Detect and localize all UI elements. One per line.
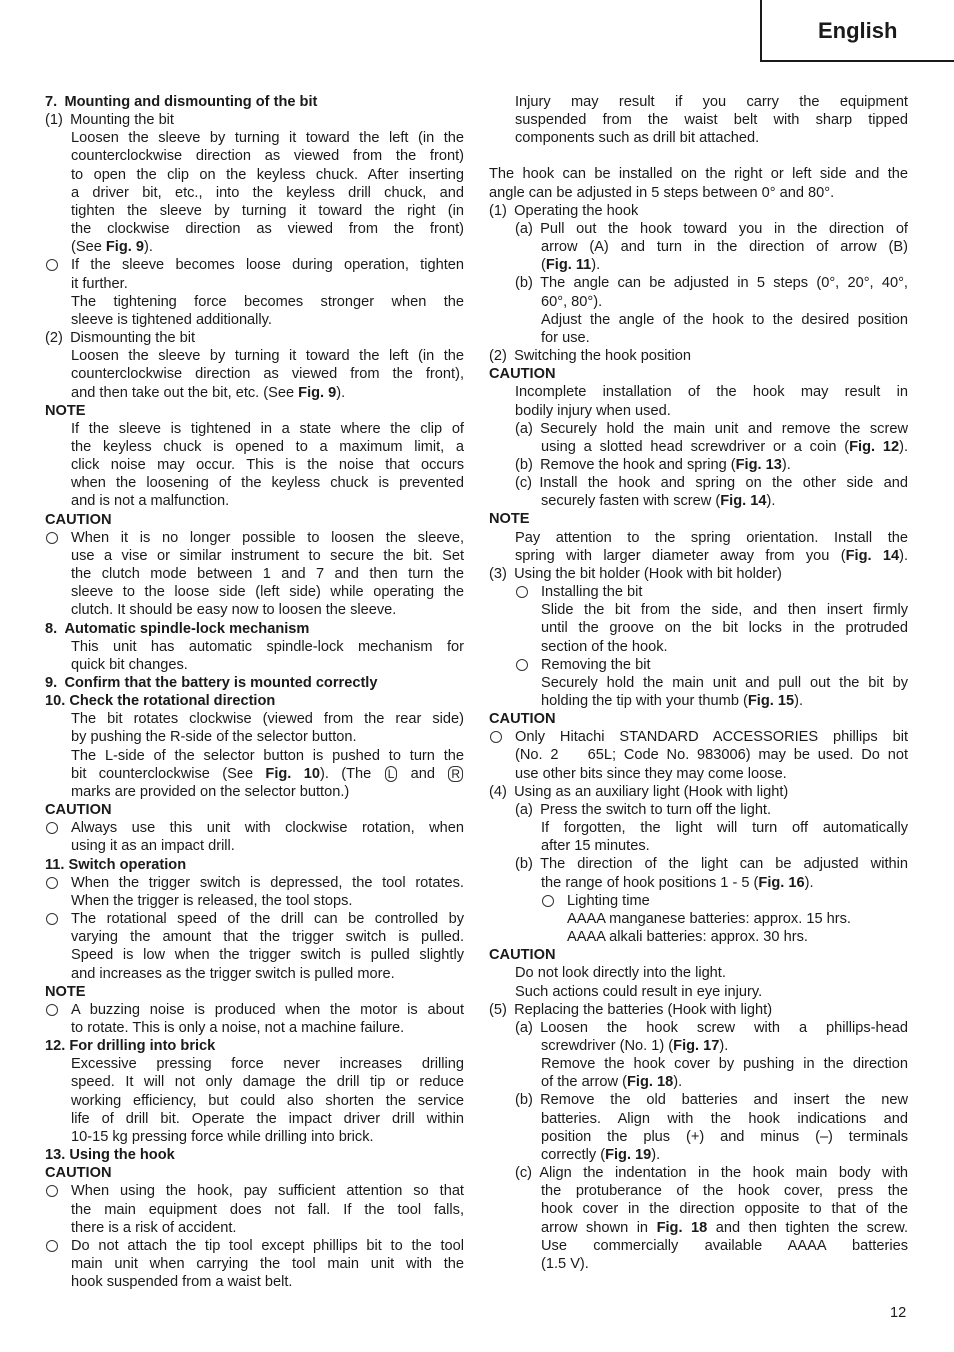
text-line: (b) The direction of the light can be adjusted within bbox=[515, 856, 908, 873]
text-line: Excessive pressing force never increases drilling bbox=[71, 1056, 464, 1073]
text-line: bodily injury when used. bbox=[515, 402, 671, 419]
switching-caution bbox=[489, 383, 908, 419]
text-line: the keyless chuck is opened to a maximum limit, a bbox=[71, 438, 464, 455]
text-line: suspended from the waist belt with sharp tipped bbox=[515, 112, 908, 129]
note-text bbox=[45, 420, 464, 511]
figure-ref: Fig. 16 bbox=[758, 874, 805, 891]
left-column bbox=[45, 93, 464, 1291]
bullet-circle-icon bbox=[516, 659, 528, 671]
text-line: angle can be adjusted in 5 steps between 0° and 80°. bbox=[489, 184, 835, 201]
section-12-title: 12. For drilling into brick bbox=[45, 1038, 216, 1055]
text-line: using a slotted head screwdriver or a coin (Fig. 12). bbox=[541, 438, 908, 455]
section-7-2-text bbox=[45, 347, 464, 401]
text-line: If the sleeve becomes loose during operation, tighten bbox=[71, 257, 464, 274]
text-line: 60°, 80°). bbox=[541, 293, 603, 310]
text-line: sleeve to the loose side (left side) while operating the bbox=[71, 584, 464, 601]
text-line: working efficiency, but could also shorten the service bbox=[71, 1092, 464, 1109]
text-line: marks are provided on the selector button.) bbox=[71, 783, 350, 800]
text-line: A buzzing noise is produced when the motor is about bbox=[71, 1001, 464, 1018]
text-line: The L-side of the selector button is pushed to turn the bbox=[71, 747, 464, 764]
text-line: securely fasten with screw (Fig. 14). bbox=[541, 493, 776, 510]
text-line: Loosen the sleeve by turning it toward the left (in the bbox=[71, 348, 464, 365]
text-line: of the arrow (Fig. 18). bbox=[541, 1074, 683, 1091]
caution-label: CAUTION bbox=[489, 366, 556, 383]
text-line: Slide the bit from the side, and then insert firmly bbox=[541, 602, 908, 619]
text-line: (b) Remove the old batteries and insert the new bbox=[515, 1092, 908, 1109]
bullet-circle-icon bbox=[46, 1185, 58, 1197]
switching-a bbox=[489, 420, 908, 456]
text-line: (a) Pull out the hook toward you in the direction of bbox=[515, 220, 908, 237]
bullet-item bbox=[489, 892, 908, 946]
text-line: (b) The angle can be adjusted in 5 steps (0°, 20°, 40°, bbox=[515, 275, 908, 292]
text-line: to open the clip on the keyless chuck. After inserting bbox=[71, 166, 464, 183]
operating-hook-heading: (1) Operating the hook bbox=[489, 202, 639, 219]
right-column bbox=[489, 93, 908, 1273]
text-line: clutch. It should be easy now to loosen the sleeve. bbox=[71, 602, 397, 619]
bullet-circle-icon bbox=[542, 895, 554, 907]
operating-hook-a bbox=[489, 220, 908, 274]
section-10-title: 10. Check the rotational direction bbox=[45, 693, 276, 710]
text-line: and then take out the bit, etc. (See Fig. 9). bbox=[71, 384, 346, 401]
text-line: sleeve is tightened additionally. bbox=[71, 311, 272, 328]
figure-ref: Fig. 9 bbox=[105, 239, 144, 256]
text-line: varying the amount that the trigger switch is pulled. bbox=[71, 929, 464, 946]
text-line: Use commercially available AAAA batteries bbox=[541, 1237, 908, 1254]
figure-ref: Fig. 18 bbox=[656, 1219, 708, 1236]
section-7-1-text bbox=[45, 129, 464, 256]
text-line: (a) Press the switch to turn off the light. bbox=[515, 801, 772, 818]
text-line: holding the tip with your thumb (Fig. 15). bbox=[541, 693, 804, 709]
text-line: (a) Loosen the hook screw with a phillips-head bbox=[515, 1019, 908, 1036]
figure-ref: Fig. 12 bbox=[849, 438, 900, 455]
text-line: arrow shown in Fig. 18 and then tighten the screw. bbox=[541, 1219, 908, 1236]
switching-note bbox=[489, 529, 908, 565]
text-line: Do not look directly into the light. bbox=[515, 965, 726, 982]
bullet-item bbox=[45, 1001, 464, 1037]
text-line: Incomplete installation of the hook may result in bbox=[515, 384, 908, 401]
note-label: NOTE bbox=[45, 402, 86, 419]
text-line: when the loosening of the keyless chuck is prevented bbox=[71, 475, 464, 492]
text-line: (1.5 V). bbox=[541, 1255, 589, 1272]
text-line: Remove the hook cover by pushing in the direction bbox=[541, 1056, 908, 1073]
section-8-text bbox=[45, 638, 464, 674]
text-line: and increases as the trigger switch is pulled more. bbox=[71, 965, 395, 982]
page-number: 12 bbox=[890, 1305, 907, 1321]
section-11-title: 11. Switch operation bbox=[45, 856, 187, 873]
aux-light-heading: (4) Using as an auxiliary light (Hook with light) bbox=[489, 783, 789, 800]
text-line: Always use this unit with clockwise rotation, when bbox=[71, 820, 464, 837]
text-line: (c) Align the indentation in the hook main body with bbox=[515, 1165, 908, 1182]
text-line: Securely hold the main unit and pull out the bit by bbox=[541, 674, 908, 691]
text-line: quick bit changes. bbox=[71, 656, 188, 673]
text-line: screwdriver (No. 1) (Fig. 17). bbox=[541, 1037, 729, 1054]
section-10-text bbox=[45, 710, 464, 801]
text-line: after 15 minutes. bbox=[541, 838, 650, 855]
bullet-circle-icon bbox=[46, 822, 58, 834]
section-7-2-heading: (2) Dismounting the bit bbox=[45, 330, 196, 347]
bullet-item bbox=[489, 728, 908, 782]
text-line: using it as an impact drill. bbox=[71, 838, 235, 855]
aux-caution bbox=[489, 964, 908, 1000]
bullet-item bbox=[45, 874, 464, 910]
hook-intro bbox=[489, 165, 908, 201]
text-line: the clockwise direction as viewed from the front) bbox=[71, 221, 464, 238]
text-line: If forgotten, the light will turn off automatically bbox=[541, 820, 908, 837]
text-line: life of drill bit. Operate the impact driver drill within bbox=[71, 1110, 464, 1127]
bullet-item bbox=[45, 529, 464, 620]
figure-ref: Fig. 19 bbox=[605, 1146, 652, 1163]
bullet-item bbox=[45, 1182, 464, 1236]
text-line: for use. bbox=[541, 329, 590, 346]
section-13-title: 13. Using the hook bbox=[45, 1147, 175, 1164]
text-line: click noise may occur. This is the noise that occurs bbox=[71, 457, 464, 474]
text-line: to rotate. This is only a noise, not a machine failure. bbox=[71, 1019, 405, 1036]
text-line: 10-15 kg pressing force while drilling into brick. bbox=[71, 1128, 374, 1145]
text-line: AAAA alkali batteries: approx. 30 hrs. bbox=[567, 929, 808, 946]
section-12-text bbox=[45, 1055, 464, 1146]
text-line: section of the hook. bbox=[541, 638, 668, 655]
bullet-circle-icon bbox=[46, 1004, 58, 1016]
text-line: (b) Remove the hook and spring (Fig. 13). bbox=[515, 456, 791, 473]
text-line: correctly (Fig. 19). bbox=[541, 1146, 661, 1163]
caution-label: CAUTION bbox=[489, 947, 556, 964]
figure-ref: Fig. 11 bbox=[545, 257, 592, 274]
caution-label: CAUTION bbox=[489, 711, 556, 728]
rep-c bbox=[489, 1164, 908, 1273]
text-line: When the trigger is released, the tool stops. bbox=[71, 892, 353, 909]
section-9-title: 9. Confirm that the battery is mounted correctly bbox=[45, 675, 378, 691]
text-line: When using the hook, pay sufficient attention so that bbox=[71, 1183, 464, 1200]
text-line: Do not attach the tip tool except phillips bit to the tool bbox=[71, 1237, 464, 1254]
aux-a bbox=[489, 801, 908, 855]
text-line: hook cover in the direction opposite to that of the bbox=[541, 1201, 908, 1218]
bullet-circle-icon bbox=[46, 913, 58, 925]
text-line: counterclockwise direction as viewed from the front), bbox=[71, 366, 464, 383]
text-line: When it is no longer possible to loosen the sleeve, bbox=[71, 529, 464, 546]
rep-b bbox=[489, 1091, 908, 1164]
text-line: speed. It will not only damage the drill tip or reduce bbox=[71, 1074, 464, 1091]
text-line: the main equipment does not fall. If the tool falls, bbox=[71, 1201, 464, 1218]
switching-c bbox=[489, 474, 908, 510]
rep-a bbox=[489, 1019, 908, 1092]
text-line: (See Fig. 9). bbox=[71, 239, 153, 256]
text-line: by pushing the R-side of the selector button. bbox=[71, 729, 357, 746]
injury-text bbox=[489, 93, 908, 147]
text-line: (a) Securely hold the main unit and remove the screw bbox=[515, 420, 908, 437]
text-line: the range of hook positions 1 - 5 (Fig. 16). bbox=[541, 874, 814, 891]
figure-ref: Fig. 13 bbox=[735, 456, 782, 473]
text-line: components such as drill bit attached. bbox=[515, 130, 760, 147]
figure-ref: Fig. 18 bbox=[626, 1074, 674, 1091]
language-tab bbox=[760, 0, 954, 62]
text-line: a driver bit, etc., into the keyless drill chuck, and bbox=[71, 184, 464, 201]
text-line: hook suspended from a waist belt. bbox=[71, 1274, 293, 1291]
text-line: If the sleeve is tightened in a state where the clip of bbox=[71, 420, 464, 437]
figure-ref: Fig. 14 bbox=[720, 493, 767, 510]
section-7-1-heading: (1) Mounting the bit bbox=[45, 112, 174, 129]
text-line: The rotational speed of the drill can be controlled by bbox=[71, 911, 464, 928]
text-line: Adjust the angle of the hook to the desired position bbox=[541, 311, 908, 328]
text-line: tighten the sleeve by turning it toward the right (in bbox=[71, 202, 464, 219]
text-line: Injury may result if you carry the equipment bbox=[515, 94, 908, 110]
text-line: Installing the bit bbox=[541, 584, 643, 601]
text-line: and is not a malfunction. bbox=[71, 493, 230, 510]
text-line: Only Hitachi STANDARD ACCESSORIES phillips bit bbox=[515, 729, 908, 746]
text-line: position the plus (+) and minus (–) terminals bbox=[541, 1128, 908, 1145]
bullet-item bbox=[45, 910, 464, 983]
text-line: spring with larger diameter away from you (Fig. 14). bbox=[515, 547, 908, 564]
section-8-title: 8. Automatic spindle-lock mechanism bbox=[45, 620, 310, 637]
bullet-circle-icon bbox=[46, 1240, 58, 1252]
bullet-circle-icon bbox=[490, 731, 502, 743]
bullet-circle-icon bbox=[516, 586, 528, 598]
text-line: The tightening force becomes stronger when the bbox=[71, 293, 464, 310]
text-line: counterclockwise direction as viewed from the front) bbox=[71, 148, 464, 165]
text-line: the clutch mode between 1 and 7 and then turn the bbox=[71, 566, 464, 583]
figure-ref: Fig. 10 bbox=[265, 765, 320, 782]
figure-ref: Fig. 9 bbox=[298, 384, 337, 401]
bullet-circle-icon bbox=[46, 532, 58, 544]
text-line: use a vise or similar instrument to secure the bit. Set bbox=[71, 547, 464, 564]
bullet-circle-icon bbox=[46, 259, 58, 271]
text-line: (No. 2 65L; Code No. 983006) may be used. Do not bbox=[515, 747, 908, 764]
text-line: Lighting time bbox=[567, 892, 650, 909]
note-label: NOTE bbox=[489, 511, 530, 528]
text-line: Removing the bit bbox=[541, 656, 651, 673]
bullet-item bbox=[489, 656, 908, 710]
text-line: AAAA manganese batteries: approx. 15 hrs. bbox=[567, 910, 851, 927]
bullet-item bbox=[489, 583, 908, 656]
text-line: bit counterclockwise (See Fig. 10). (The L and R bbox=[71, 765, 464, 783]
operating-hook-b bbox=[489, 274, 908, 347]
aux-b bbox=[489, 855, 908, 891]
caution-label: CAUTION bbox=[45, 802, 112, 819]
caution-label: CAUTION bbox=[45, 1165, 112, 1182]
bullet-item bbox=[45, 1237, 464, 1291]
section-7-title: 7. Mounting and dismounting of the bit bbox=[45, 94, 318, 110]
text-line: there is a risk of accident. bbox=[71, 1219, 237, 1236]
caution-label: CAUTION bbox=[45, 511, 112, 528]
text-line: This unit has automatic spindle-lock mechanism for bbox=[71, 638, 464, 655]
text-line: The hook can be installed on the right or left side and the bbox=[489, 166, 908, 183]
text-line: the protuberance of the hook cover, press the bbox=[541, 1183, 908, 1200]
text-line: until the groove on the bit locks in the protruded bbox=[541, 620, 908, 637]
text-line: it further. bbox=[71, 275, 128, 292]
selector-r-icon: R bbox=[448, 766, 463, 782]
switching-b bbox=[489, 456, 908, 474]
note-label: NOTE bbox=[45, 983, 86, 1000]
text-line: The bit rotates clockwise (viewed from the rear side) bbox=[71, 711, 464, 728]
text-line: When the trigger switch is depressed, the tool rotates. bbox=[71, 874, 464, 891]
bullet-item bbox=[45, 819, 464, 855]
bullet-item bbox=[45, 256, 464, 329]
figure-ref: Fig. 14 bbox=[845, 547, 900, 564]
bit-holder-heading: (3) Using the bit holder (Hook with bit holder) bbox=[489, 565, 782, 582]
text-line: Loosen the sleeve by turning it toward the left (in the bbox=[71, 130, 464, 147]
language-label: English bbox=[818, 18, 898, 43]
text-line: Pay attention to the spring orientation. Install the bbox=[515, 529, 908, 546]
text-line: Speed is low when the trigger switch is pulled slightly bbox=[71, 947, 464, 964]
text-line: (Fig. 11). bbox=[541, 257, 601, 274]
text-line: batteries. Align with the hook indications and bbox=[541, 1110, 908, 1127]
text-line: (c) Install the hook and spring on the other side and bbox=[515, 475, 908, 492]
text-line: Such actions could result in eye injury. bbox=[515, 983, 763, 1000]
switching-hook-heading: (2) Switching the hook position bbox=[489, 348, 691, 365]
figure-ref: Fig. 17 bbox=[673, 1037, 720, 1054]
bullet-circle-icon bbox=[46, 877, 58, 889]
selector-l-icon: L bbox=[385, 766, 398, 782]
text-line: use other bits since they may come loose. bbox=[515, 765, 787, 782]
text-line: arrow (A) and turn in the direction of arrow (B) bbox=[541, 239, 908, 256]
replace-batteries-heading: (5) Replacing the batteries (Hook with light) bbox=[489, 1001, 773, 1018]
figure-ref: Fig. 15 bbox=[747, 693, 795, 709]
text-line: main unit when carrying the tool main unit with the bbox=[71, 1256, 464, 1272]
